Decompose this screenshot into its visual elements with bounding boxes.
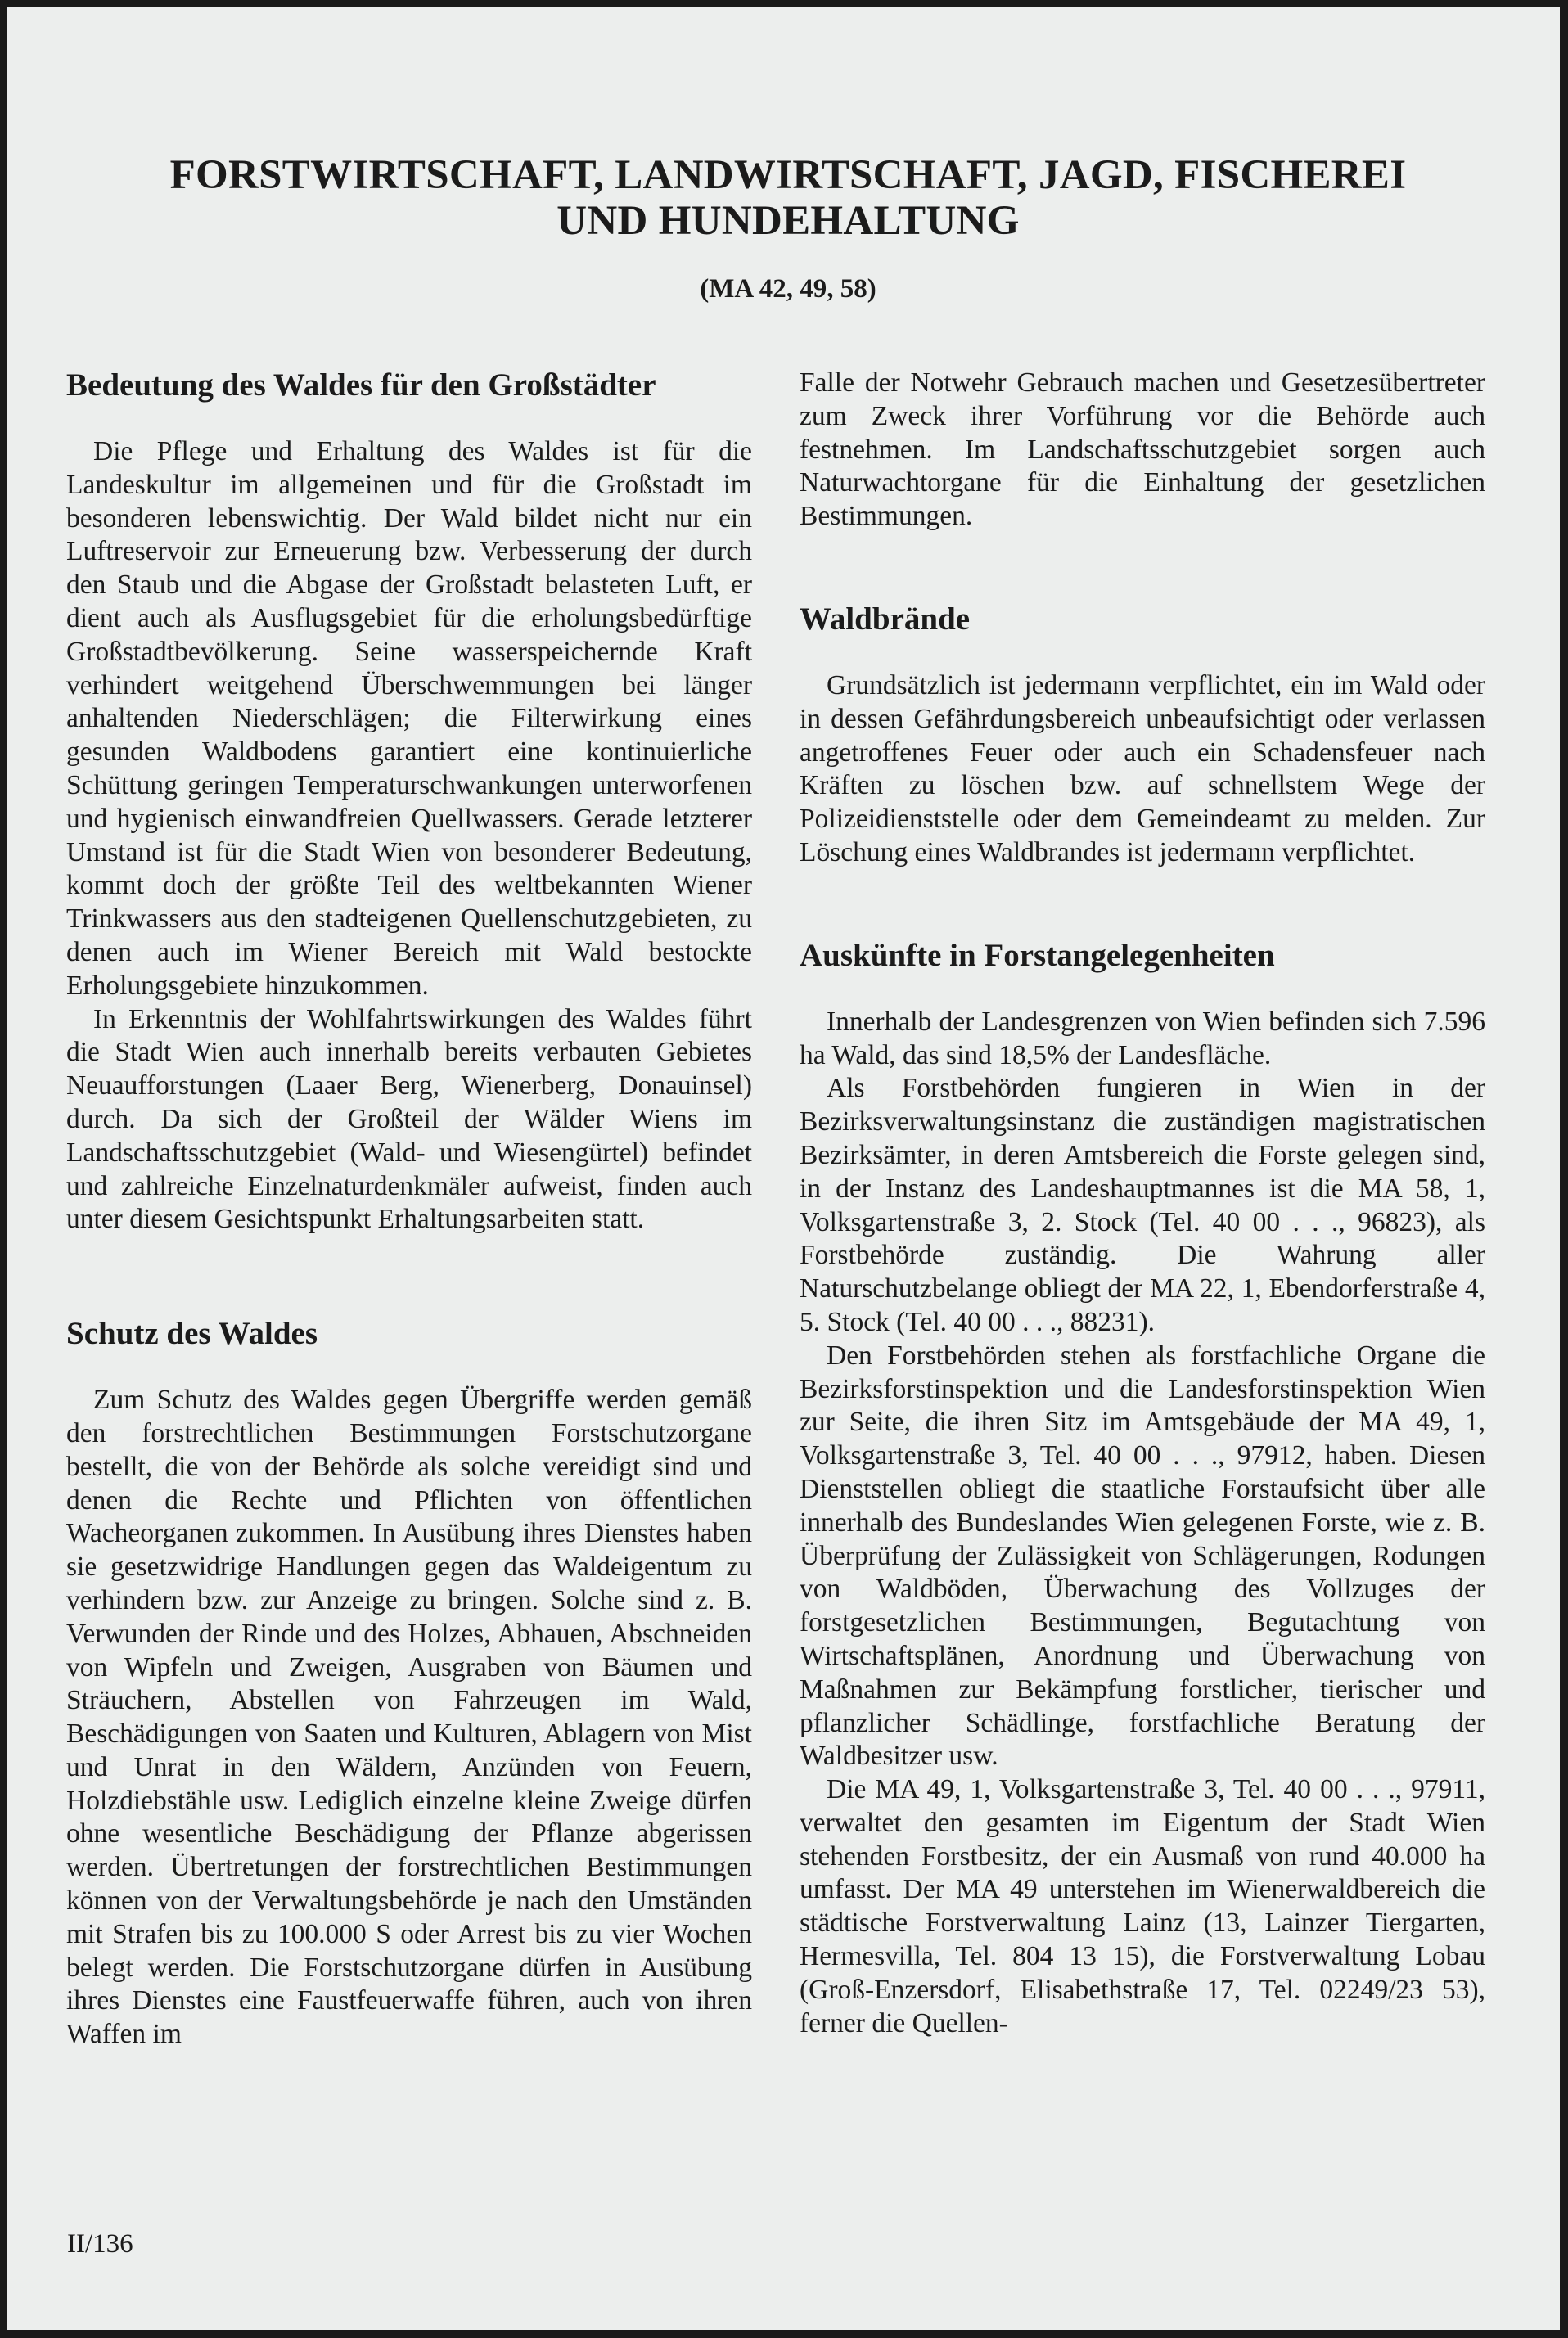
title-line-2: UND HUNDEHALTUNG <box>556 198 1020 244</box>
paragraph: In Erkenntnis der Wohlfahrtswirkungen des Waldes führt die Stadt Wien auch innerhalb bereits verbauten Gebietes Neuaufforstungen (Laaer Berg, Wienerberg, Donauinsel) durch. Da sich der Großteil der Wälder Wiens im Landschaftsschutzgebiet (Wald- und Wiesengürtel) befindet und zahlreiche Einzelnaturdenkmäler aufweist, finden auch unter diesem Gesichtspunkt Erhaltungsarbeiten statt. <box>66 1003 752 1235</box>
section-heading-waldbraende: Waldbrände <box>800 601 971 637</box>
paragraph: Zum Schutz des Waldes gegen Übergriffe werden gemäß den forstrechtlichen Bestimmungen Forstschutzorgane bestellt, die von der Behörde als solche vereidigt sind und denen die Rechte und Pflichten von öffentlichen Wacheorganen zukommen. In Ausübung ihres Dienstes haben sie gesetzwidrige Handlungen gegen das Waldeigentum zu verhindern bzw. zur Anzeige zu bringen. Solche sind z. B. Verwunden der Rinde und des Holzes, Abhauen, Abschneiden von Wipfeln und Zweigen, Ausgraben von Bäumen und Sträuchern, Abstellen von Fahrzeugen im Wald, Beschädigungen von Saaten und Kulturen, Ablagern von Mist und Unrat in den Wäldern, Anzünden von Feuern, Holzdiebstähle usw. Lediglich einzelne kleine Zweige dürfen ohne wesentliche Beschädigung der Pflanze abgerissen werden. Übertretungen der forstrechtlichen Bestimmungen können von der Verwaltungsbehörde je nach den Umständen mit Strafen bis zu 100.000 S oder Arrest bis zu vier Wochen belegt werden. Die Forstschutzorgane dürfen in Ausübung ihres Dienstes eine Faustfeuerwaffe führen, auch von ihren Waffen im <box>66 1385 752 2050</box>
paragraph: Als Forstbehörden fungieren in Wien in der Bezirksverwaltungsinstanz die zuständigen magistratischen Bezirksämter, in deren Amtsbereich die Forste gelegen sind, in der Instanz des Landeshauptmannes ist die MA 58, 1, Volksgartenstraße 3, 2. Stock (Tel. 40 00 . . ., 96823), als Forstbehörde zuständig. Die Wahrung aller Naturschutzbelange obliegt der MA 22, 1, Ebendorferstraße 4, 5. Stock (Tel. 40 00 . . ., 88231). <box>800 1073 1485 1337</box>
paragraph: Die MA 49, 1, Volksgartenstraße 3, Tel. 40 00 . . ., 97911, verwaltet den gesamten im Eigentum der Stadt Wien stehenden Forstbesitz, der ein Ausmaß von rund 40.000 ha umfasst. Der MA 49 unterstehen im Wienerwaldbereich die städtische Forstverwaltung Lainz (13, Lainzer Tiergarten, Hermesvilla, Tel. 804 13 15), die Forstverwaltung Lobau (Groß-Enzersdorf, Elisabethstraße 17, Tel. 02249/23 53), ferner die Quellen- <box>800 1774 1485 2038</box>
section-heading-auskuenfte: Auskünfte in Forstangelegenheiten <box>800 937 1275 973</box>
right-column <box>800 367 1485 2040</box>
paragraph: Innerhalb der Landesgrenzen von Wien befinden sich 7.596 ha Wald, das sind 18,5% der Landesfläche. <box>800 1006 1485 1070</box>
title-line-1: FORSTWIRTSCHAFT, LANDWIRTSCHAFT, JAGD, FISCHEREI <box>169 152 1407 198</box>
page-subtitle: (MA 42, 49, 58) <box>700 274 876 304</box>
page-title <box>56 152 1521 244</box>
paragraph: Den Forstbehörden stehen als forstfachliche Organe die Bezirksforstinspektion und die Landesforstinspektion Wien zur Seite, die ihren Sitz im Amtsgebäude der MA 49, 1, Volksgartenstraße 3, Tel. 40 00 . . ., 97912, haben. Diesen Dienststellen obliegt die staatliche Forstaufsicht über alle innerhalb des Bundeslandes Wien gelegenen Forste, wie z. B. Überprüfung der Zulässigkeit von Schlägerungen, Rodungen von Waldböden, Überwachung des Vollzuges der forstgesetzlichen Bestimmungen, Begutachtung von Wirtschaftsplänen, Anordnung und Überwachung von Maßnahmen zur Bekämpfung forstlicher, tierischer und pflanzlicher Schädlinge, forstfachliche Beratung der Waldbesitzer usw. <box>800 1340 1485 1772</box>
left-column <box>66 367 752 2052</box>
section-heading-schutz: Schutz des Waldes <box>66 1316 318 1352</box>
document-page <box>7 7 1560 2330</box>
paragraph: Grundsätzlich ist jedermann verpflichtet, ein im Wald oder in dessen Gefährdungsbereich unbeaufsichtigt oder verlassen angetroffenes Feuer oder auch ein Schadensfeuer nach Kräften zu löschen bzw. auf schnellstem Wege der Polizeidienststelle oder dem Gemeindeamt zu melden. Zur Löschung eines Waldbrandes ist jedermann verpflichtet. <box>800 669 1485 867</box>
paragraph: Die Pflege und Erhaltung des Waldes ist für die Landeskultur im allgemeinen und für die Großstadt im besonderen lebenswichtig. Der Wald bildet nicht nur ein Luftreservoir zur Erneuerung bzw. Verbesserung der durch den Staub und die Abgase der Großstadt belasteten Luft, er dient auch als Ausflugsgebiet für die erholungsbedürftige Großstadtbevölkerung. Seine wasserspeichernde Kraft verhindert weitgehend Überschwemmungen bei länger anhaltenden Niederschlägen; die Filterwirkung eines gesunden Waldbodens garantiert eine kontinuierliche Schüttung geringen Temperaturschwankungen unterworfenen und hygienisch einwandfreien Quellwassers. Gerade letzterer Umstand ist für die Stadt Wien von besonderer Bedeutung, kommt doch der größte Teil des weltbekannten Wiener Trinkwassers aus den stadteigenen Quellenschutzgebieten, zu denen auch im Wiener Bereich mit Wald bestockte Erholungsgebiete hinzukommen. <box>66 436 752 1001</box>
page-number: II/136 <box>67 2229 133 2259</box>
paragraph-continued: Falle der Notwehr Gebrauch machen und Gesetzesübertreter zum Zweck ihrer Vorführung vor die Behörde auch festnehmen. Im Landschaftsschutzgebiet sorgen auch Naturwachtorgane für die Einhaltung der gesetzlichen Bestimmungen. <box>800 367 1485 532</box>
section-heading-bedeutung: Bedeutung des Waldes für den Großstädter <box>66 367 656 403</box>
